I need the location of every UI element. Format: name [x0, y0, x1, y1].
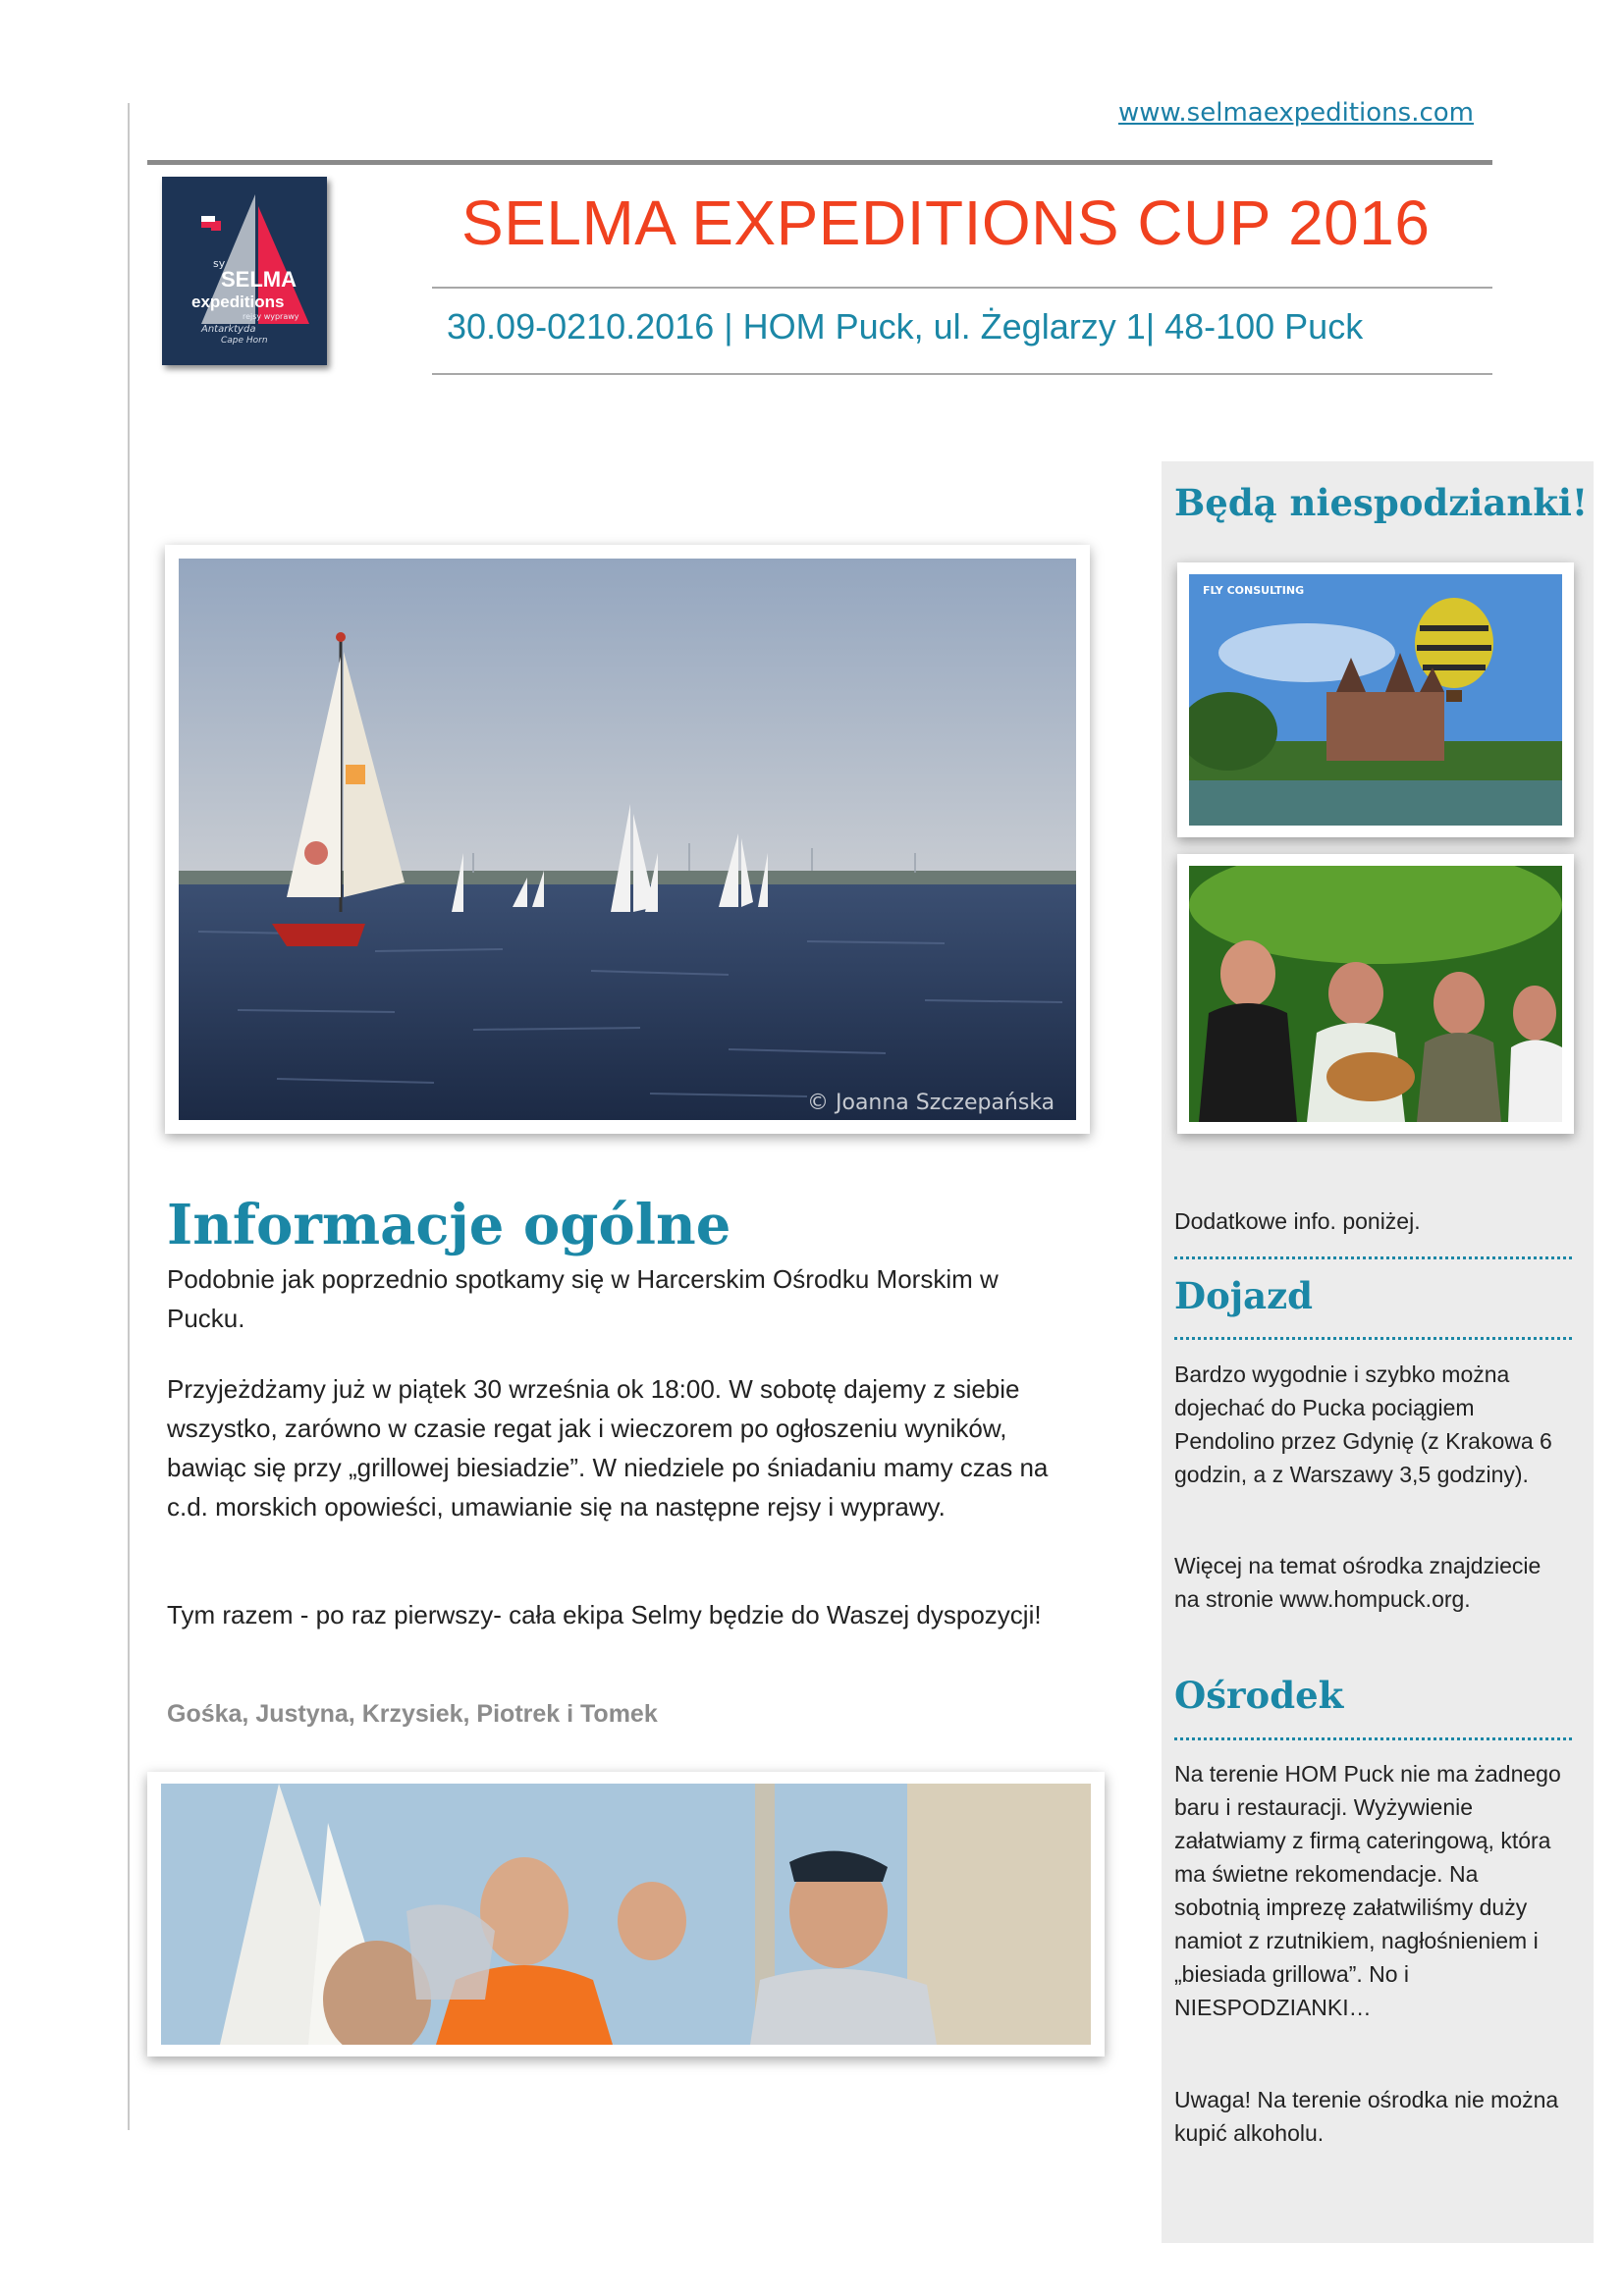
- dotted-divider: [1174, 1337, 1572, 1340]
- venue-paragraph-catering: Na terenie HOM Puck nie ma żadnego baru i restauracji. Wyżywienie załatwiamy z firmą cateringową, która ma świetne rekomendacje. Na sobotnią imprezę załatwiliśmy duży namiot z rzutnikiem, nagłośnieniem i „biesiada grillowa”. No i NIESPODZIANKI…: [1174, 1761, 1561, 2020]
- paragraph-crew: Tym razem - po raz pierwszy- cała ekipa Selmy będzie do Waszej dyspozycji!: [167, 1600, 1042, 1629]
- paragraph-schedule: Przyjeżdżamy już w piątek 30 września ok 18:00. W sobotę dajemy z siebie wszystko, zarówno w czasie regat jak i wieczorem po ogłoszeniu wyników, bawiąc się przy „grillowej biesiadzie”. W niedziele po śniadaniu mamy czas na c.d. morskich opowieści, umawianie się na następne rejsy i wyprawy.: [167, 1374, 1049, 1522]
- logo-selma: SELMA: [221, 267, 297, 292]
- selma-logo: [162, 177, 327, 365]
- band-photo-frame: [1177, 854, 1574, 1134]
- page-margin-line: [128, 103, 130, 2130]
- sidebar-more-info: Dodatkowe info. poniżej.: [1174, 1208, 1421, 1234]
- paragraph-intro: Podobnie jak poprzednio spotkamy się w Harcerskim Ośrodku Morskim w Pucku.: [167, 1264, 999, 1333]
- section-heading-general: Informacje ogólne: [167, 1193, 731, 1257]
- castle-balloon-photo: [1189, 574, 1562, 826]
- castle-balloon-photo-frame: [1177, 562, 1574, 837]
- logo-antarktyda: Antarktyda: [201, 324, 256, 335]
- band-photo: [1189, 866, 1562, 1122]
- logo-cape-horn: Cape Horn: [221, 336, 268, 346]
- header-rule: [147, 160, 1492, 165]
- fly-consulting-label: FLY CONSULTING: [1203, 584, 1305, 597]
- regatta-photo-frame: [165, 545, 1090, 1134]
- subtitle-rule: [432, 373, 1492, 375]
- sidebar-heading-travel: Dojazd: [1174, 1274, 1314, 1317]
- sidebar-heading-venue: Ośrodek: [1174, 1674, 1344, 1717]
- title-rule: [432, 287, 1492, 289]
- logo-sy: sy: [213, 257, 226, 270]
- photo-credit: © Joanna Szczepańska: [807, 1091, 1055, 1115]
- regatta-photo: [179, 559, 1076, 1120]
- travel-paragraph-website: Więcej na temat ośrodka znajdziecie na stronie www.hompuck.org.: [1174, 1553, 1542, 1612]
- logo-expeditions: expeditions: [191, 293, 285, 311]
- website-link[interactable]: www.selmaexpeditions.com: [1118, 98, 1474, 128]
- logo-tagline: rejsy wyprawy: [243, 312, 299, 321]
- dotted-divider: [1174, 1737, 1572, 1740]
- venue-paragraph-alcohol: Uwaga! Na terenie ośrodka nie można kupić alkoholu.: [1174, 2087, 1559, 2146]
- crew-photo: [161, 1784, 1091, 2045]
- travel-paragraph-train: Bardzo wygodnie i szybko można dojechać do Pucka pociągiem Pendolino przez Gdynię (z Krakowa 6 godzin, a z Warszawy 3,5 godziny).: [1174, 1362, 1552, 1487]
- event-subtitle: 30.09-0210.2016 | HOM Puck, ul. Żeglarzy 1| 48-100 Puck: [447, 306, 1364, 347]
- sidebar-heading-surprises: Będą niespodzianki!: [1174, 481, 1589, 524]
- authors-signature: Gośka, Justyna, Krzysiek, Piotrek i Tomek: [167, 1700, 658, 1728]
- crew-photo-frame: [147, 1772, 1105, 2056]
- dotted-divider: [1174, 1256, 1572, 1259]
- page-title: SELMA EXPEDITIONS CUP 2016: [461, 187, 1431, 258]
